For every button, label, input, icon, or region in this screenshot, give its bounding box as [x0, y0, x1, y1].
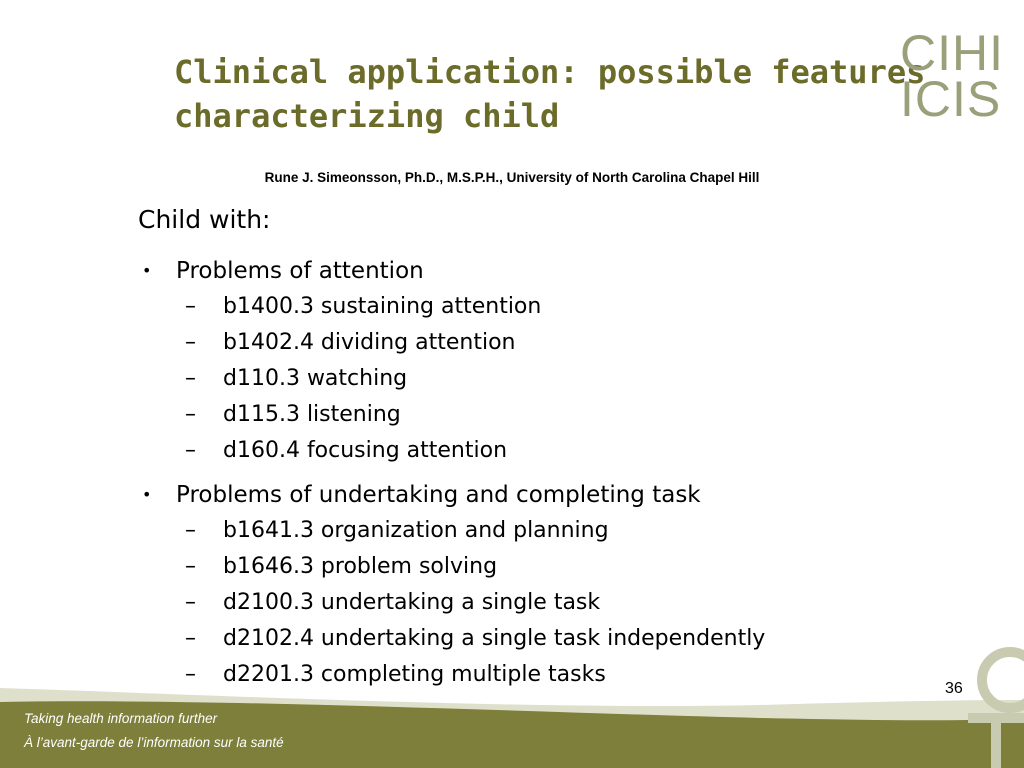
list-item-text: d160.4 focusing attention [223, 438, 508, 463]
list-item-text: b1402.4 dividing attention [223, 330, 516, 355]
slide-title [174, 50, 926, 138]
list-item-text: b1400.3 sustaining attention [223, 294, 542, 319]
dash-marker: – [185, 518, 196, 543]
dash-marker: – [185, 438, 196, 463]
list-item-text: d2100.3 undertaking a single task [223, 590, 601, 615]
dash-marker: – [185, 554, 196, 579]
title-line-2: characterizing child [174, 97, 560, 135]
dash-marker: – [185, 626, 196, 651]
title-line-1: Clinical application: possible features [174, 53, 926, 91]
list-item-text: d115.3 listening [223, 402, 401, 427]
dash-marker: – [185, 366, 196, 391]
logo-cihi-text: CIHI [900, 25, 1004, 81]
bullet-label: Problems of undertaking and completing task [176, 482, 701, 508]
list-item-text: b1641.3 organization and planning [223, 518, 609, 543]
dash-marker: – [185, 590, 196, 615]
footer-tagline-fr: À l’avant-garde de l’information sur la santé [24, 735, 284, 750]
dash-marker: – [185, 330, 196, 355]
bullet-dot: • [142, 261, 152, 280]
list-item-text: d110.3 watching [223, 366, 408, 391]
dash-marker: – [185, 294, 196, 319]
logo-icis-text: ICIS [900, 71, 1002, 127]
bullet-label: Problems of attention [176, 258, 424, 284]
content-heading: Child with: [138, 205, 271, 234]
page-number: 36 [945, 680, 963, 697]
author-credit: Rune J. Simeonsson, Ph.D., M.S.P.H., University of North Carolina Chapel Hill [264, 170, 760, 185]
cihi-logo [900, 25, 1004, 128]
list-item-text: b1646.3 problem solving [223, 554, 498, 579]
dash-marker: – [185, 402, 196, 427]
list-item-text: d2201.3 completing multiple tasks [223, 662, 606, 687]
bullet-dot: • [142, 485, 152, 504]
list-item-text: d2102.4 undertaking a single task independently [223, 626, 766, 651]
dash-marker: – [185, 662, 196, 687]
footer-tagline-en: Taking health information further [24, 711, 218, 726]
